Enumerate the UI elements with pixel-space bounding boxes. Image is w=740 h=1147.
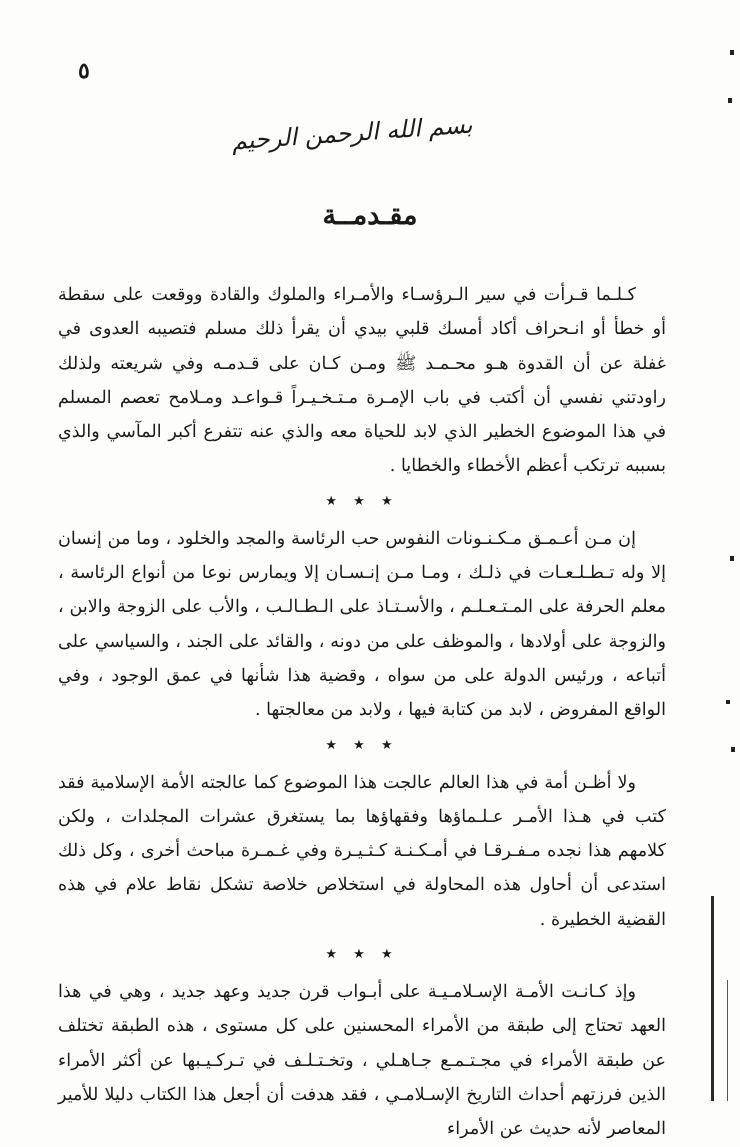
scan-edge-line bbox=[727, 980, 728, 1101]
scan-speck bbox=[731, 747, 735, 752]
section-separator: ★ ★ ★ bbox=[325, 737, 399, 753]
basmala-calligraphy: بسم الله الرحمن الرحيم bbox=[230, 110, 474, 156]
scan-speck bbox=[730, 50, 734, 55]
paragraph-3: ولا أظـن أمة في هذا العالم عالجت هذا الموضوع كما عالجته الأمة الإسلامية فقد كتب في هـذا الأمـر عـلـماؤها وفقهاؤها بما يستغرق عشرات المجلدات ، ولكن كلامهم هذا نجده مـفـرقـا في أمـكـنـة كـثـيـرة وفي غـمـرة مباحث أخرى ، وكل ذلك استدعى أن أحاول هذه المحاولة في استخلاص خلاصة تشكل نقاط علام في هذه القضية الخطيرة . bbox=[58, 772, 666, 930]
paragraph-1: كـلـما قـرأت في سير الـرؤسـاء والأمـراء والملوك والقادة ووقعت على سقطة أو خطأ أو انـحراف أكاد أمسك قلبي بيدي أن يقرأ ذلك مسلم فتصيبه العدوى في غفلة عن أن القدوة هـو محـمـد ﷺ ومـن كـان على قـدمـه وفي شريعته ولذلك راودتني نفسي أن أكتب في باب الإمـرة مـتـخـيـراً قـواعـد ومـلامح تعصم المسلم في هذا الموضوع الخطير الذي لابد للحياة معه والذي عنه تتفرع أكبر المآسي والذي بسببه ترتكب أعظم الأخطاء والخطايا . bbox=[58, 285, 666, 477]
scan-speck bbox=[728, 98, 732, 103]
section-separator: ★ ★ ★ bbox=[325, 493, 399, 509]
page-title: مقـدمــة bbox=[322, 200, 418, 231]
scan-edge-line bbox=[711, 896, 714, 1101]
paragraph-4: وإذ كـانـت الأمـة الإسـلامـيـة على أبـواب قرن جديد وعهد جديد ، وهي في هذا العهد تحتاج إلى طبقة من الأمراء المحسنين على كل مستوى ، هذه الطبقة تختلف عن طبقة الأمراء في مجـتـمـع جـاهـلي ، وتخـتـلـف في تـركـيـبها عن أكثر الأمراء الذين فرزتهم أحداث التاريخ الإسـلامـي ، فقد هدفت أن أجعل هذا الكتاب دليلا للأمير المعاصر لأنه حديث عن الأمراء bbox=[58, 982, 666, 1140]
page-number: ٥ bbox=[78, 58, 90, 84]
body-text bbox=[58, 278, 666, 1147]
section-separator: ★ ★ ★ bbox=[325, 947, 399, 963]
scan-speck bbox=[726, 700, 730, 704]
paragraph-2: إن مـن أعـمـق مـكـنـونات النفوس حب الرئاسة والمجد والخلود ، وما من إنسان إلا وله تـطـلـعـات في ذلـك ، ومـا مـن إنـسـان إلا ويمارس نوعا من أنواع الرئاسة ، معلم الحرفة على المـتـعـلـم ، والأسـتـاذ على الـطـالـب ، والأب على الزوجة والابن ، والزوجة على أولادها ، والموظف على من دونه ، والقائد على الجند ، والسياسي على أتباعه ، ورئيس الدولة على من سواه ، وقضية هذا شأنها في عمق الوجود ، وفي الواقع المفروض ، لابد من كتابة فيها ، ولابد من معالجتها . bbox=[58, 528, 666, 721]
scan-speck bbox=[730, 556, 734, 561]
